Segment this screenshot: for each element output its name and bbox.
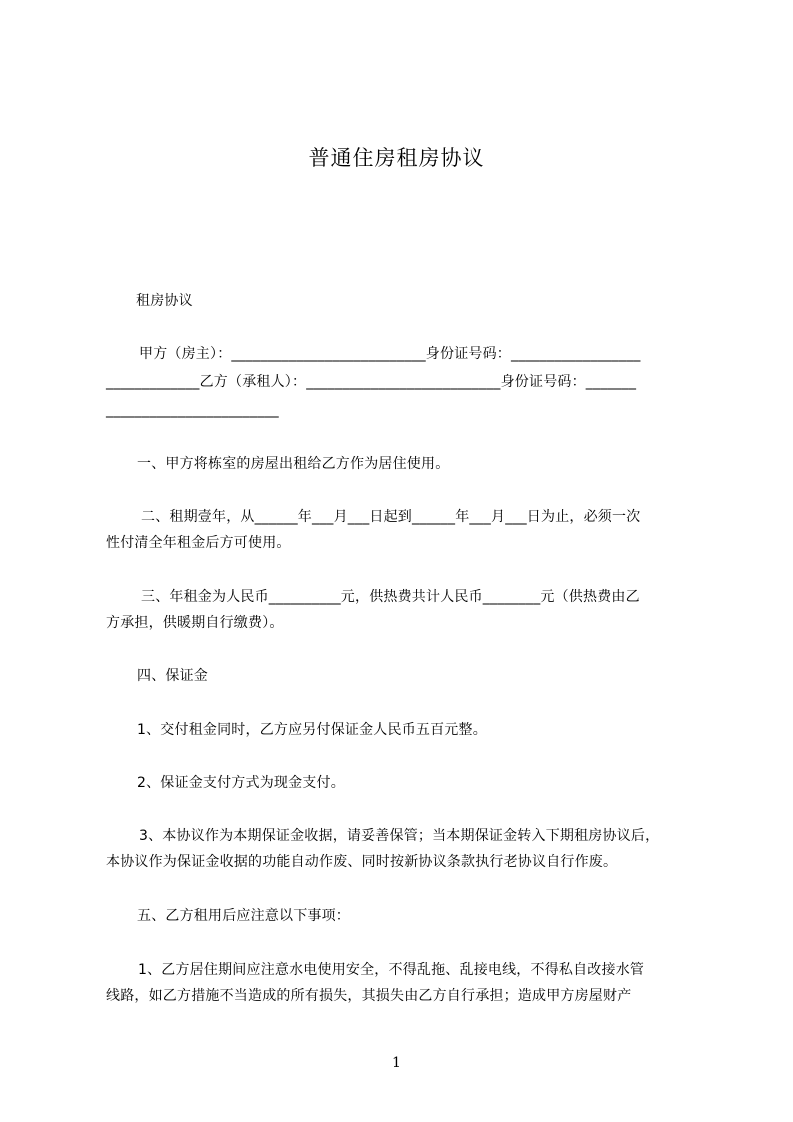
- clause-4-item-3-line-2: 本协议作为保证金收据的功能自动作废、同时按新协议条款执行老协议自行作废。: [106, 854, 618, 870]
- document-title: 普通住房租房协议: [308, 146, 485, 170]
- clause-1: 一、甲方将栋室的房屋出租给乙方作为居住使用。: [137, 456, 450, 472]
- party-b-line: _____________乙方（承租人）：___________________________身份证号码：_______: [106, 374, 637, 390]
- clause-3-line-2: 方承担，供暖期自行缴费）。: [106, 615, 284, 631]
- clause-3-line-1: 三、年租金为人民币__________元，供热费共计人民币________元（供热费由乙: [141, 589, 640, 605]
- clause-2-line-2: 性付清全年租金后方可使用。: [106, 535, 291, 551]
- page-number: 1: [392, 1055, 401, 1071]
- clause-5-item-1-line-1: 1、乙方居住期间应注意水电使用安全，不得乱拖、乱接电线，不得私自改接水管: [138, 962, 645, 978]
- clause-5-item-1-line-2: 线路，如乙方措施不当造成的所有损失，其损失由乙方自行承担；造成甲方房屋财产: [106, 988, 632, 1004]
- party-a-line: 甲方（房主）：___________________________身份证号码：__________________: [139, 346, 641, 362]
- section-heading: 租房协议: [136, 293, 193, 309]
- clause-4-item-2: 2、保证金支付方式为现金支付。: [137, 775, 345, 791]
- clause-2-line-1: 二、租期壹年，从______年___月___日起到______年___月___日为止，必须一次: [141, 509, 641, 525]
- clause-4-item-3-line-1: 3、本协议作为本期保证金收据，请妥善保管；当本期保证金转入下期租房协议后，: [139, 828, 660, 844]
- clause-4-heading: 四、保证金: [137, 668, 208, 684]
- clause-4-item-1: 1、交付租金同时，乙方应另付保证金人民币五百元整。: [137, 722, 487, 738]
- clause-5-heading: 五、乙方租用后应注意以下事项：: [137, 908, 350, 924]
- blank-line: ________________________: [106, 402, 279, 418]
